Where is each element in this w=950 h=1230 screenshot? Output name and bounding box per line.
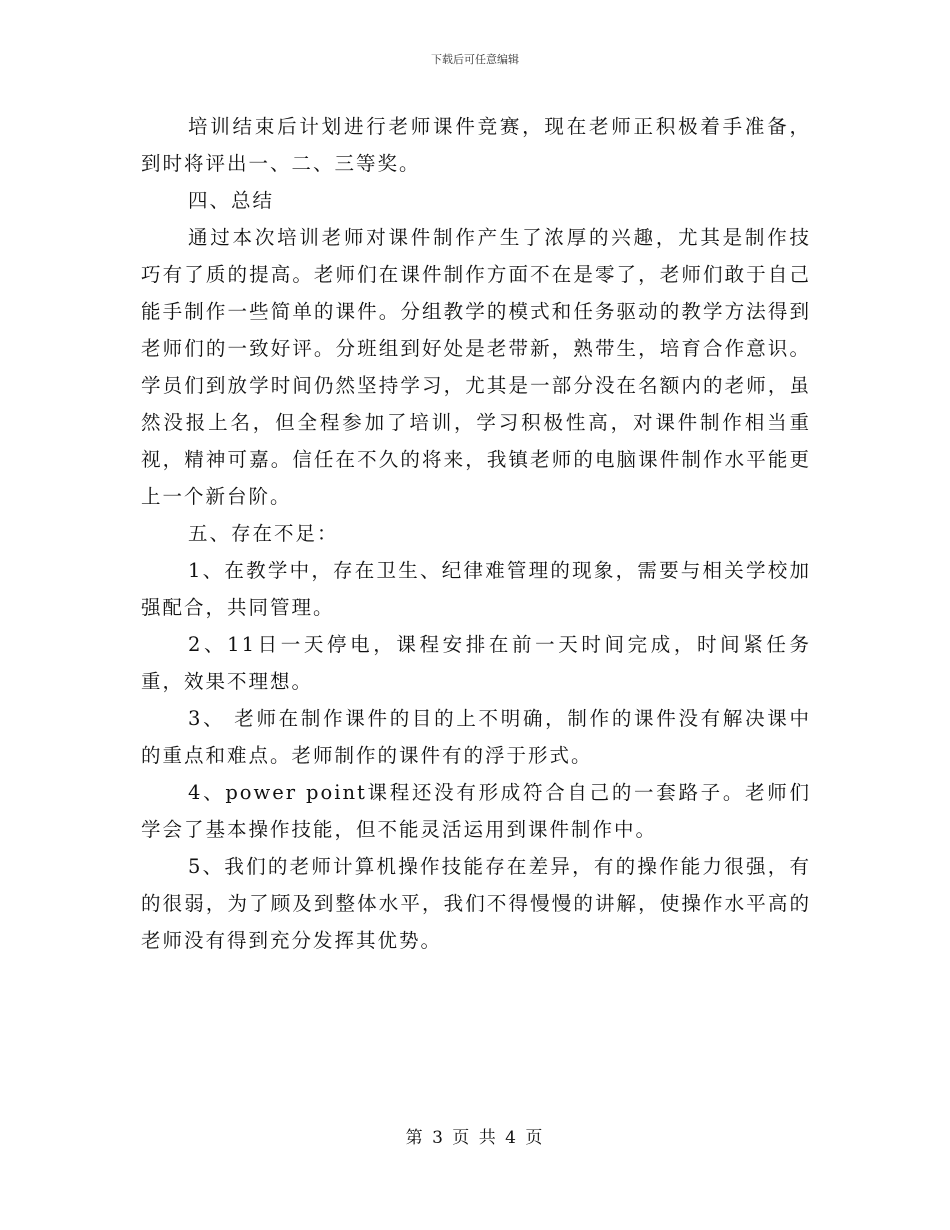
header-note: 下载后可任意编辑 xyxy=(431,53,519,66)
paragraph-summary: 通过本次培训老师对课件制作产生了浓厚的兴趣，尤其是制作技巧有了质的提高。老师们在课件制作方面不在是零了，老师们敢于自己能手制作一些简单的课件。分组教学的模式和任务驱动的教学方法得到老师们的一致好评。分班组到好处是老带新，熟带生，培育合作意识。学员们到放学时间仍然坚持学习，尤其是一部分没在名额内的老师，虽然没报上名，但全程参加了培训，学习积极性高，对课件制作相当重视，精神可嘉。信任在不久的将来，我镇老师的电脑课件制作水平能更上一个新台阶。 xyxy=(141,226,811,508)
shortcoming-item-5: 5、我们的老师计算机操作技能存在差异，有的操作能力很强，有的很弱，为了顾及到整体水平，我们不得慢慢的讲解，使操作水平高的老师没有得到充分发挥其优势。 xyxy=(141,855,811,952)
shortcoming-item-4: 4、power point课程还没有形成符合自己的一套路子。老师们学会了基本操作技能，但不能灵活运用到课件制作中。 xyxy=(141,781,811,841)
section-heading-shortcomings: 五、存在不足： xyxy=(188,522,339,545)
shortcoming-item-1: 1、在教学中，存在卫生、纪律难管理的现象，需要与相关学校加强配合，共同管理。 xyxy=(141,559,811,619)
paragraph-competition: 培训结束后计划进行老师课件竞赛，现在老师正积极着手准备，到时将评出一、二、三等奖。 xyxy=(141,115,811,175)
shortcoming-item-3: 3、 老师在制作课件的目的上不明确，制作的课件没有解决课中的重点和难点。老师制作的课件有的浮于形式。 xyxy=(141,707,811,767)
section-heading-summary: 四、总结 xyxy=(188,189,275,212)
shortcoming-item-2: 2、11日一天停电，课程安排在前一天时间完成，时间紧任务重，效果不理想。 xyxy=(141,633,811,693)
document-body xyxy=(141,108,811,959)
page-number: 第 3 页 共 4 页 xyxy=(405,1128,545,1148)
